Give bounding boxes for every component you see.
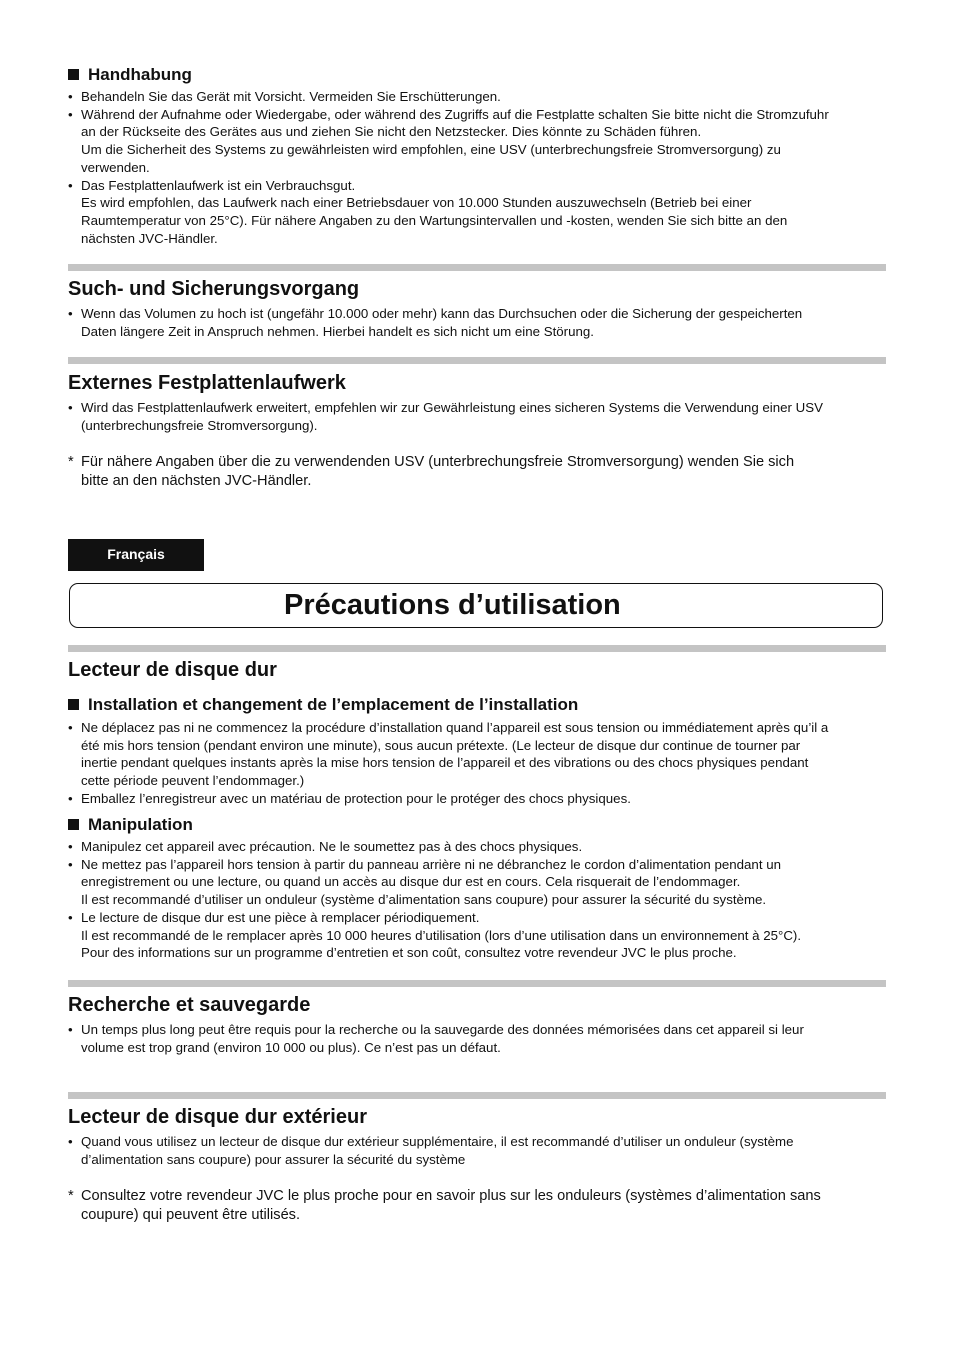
text-line: d’alimentation sans coupure) pour assurer la sécurité du système bbox=[81, 1151, 466, 1167]
list-item bbox=[68, 838, 886, 856]
text-line: Manipulez cet appareil avec précaution. Ne le soumettez pas à des chocs physiques. bbox=[81, 839, 583, 854]
bullet-icon: • bbox=[68, 790, 73, 806]
list-item bbox=[68, 305, 886, 340]
list-item bbox=[68, 1021, 886, 1056]
text-line: nächsten JVC-Händler. bbox=[81, 230, 218, 246]
list-item bbox=[68, 1133, 886, 1168]
note-exterieur bbox=[68, 1187, 886, 1225]
text-line: Das Festplattenlaufwerk ist ein Verbrauchsgut. bbox=[81, 177, 356, 193]
text-line: Un temps plus long peut être requis pour la recherche ou la sauvegarde des données mémorisées dans cet appareil si leur bbox=[81, 1022, 804, 1037]
text-line: coupure) qui peuvent être utilisés. bbox=[81, 1207, 301, 1223]
section-divider bbox=[68, 357, 886, 364]
text-line: Daten längere Zeit in Anspruch nehmen. Hierbei handelt es sich nicht um eine Störung. bbox=[81, 323, 594, 339]
text-line: été mis hors tension (pendant environ une minute), sous aucun prétexte. (Le lecteur de disque dur continue de tourner par bbox=[81, 737, 801, 753]
bullet-icon: • bbox=[68, 839, 73, 854]
text-line: volume est trop grand (environ 10 000 ou plus). Ce n’est pas un défaut. bbox=[81, 1039, 501, 1055]
heading-manipulation: Manipulation bbox=[68, 815, 193, 835]
text-line: bitte an den nächsten JVC-Händler. bbox=[81, 473, 312, 489]
text-line: Um die Sicherheit des Systems zu gewährleisten wird empfohlen, eine USV (unterbrechungsfreie Stromversorgung) zu bbox=[81, 142, 781, 158]
list-handhabung bbox=[68, 88, 886, 247]
text-line: Quand vous utilisez un lecteur de disque dur extérieur supplémentaire, il est recommandé d’utiliser un onduleur (système bbox=[81, 1134, 794, 1149]
heading-lecteur: Lecteur de disque dur bbox=[68, 659, 277, 681]
text-line: Il est recommandé de le remplacer après 10 000 heures d’utilisation (lors d’une utilisation dans un environnement à 25°C). bbox=[81, 927, 802, 943]
bullet-icon: • bbox=[68, 856, 73, 872]
list-installation bbox=[68, 719, 886, 808]
bullet-icon: • bbox=[68, 306, 73, 321]
text-line: enregistrement ou une lecture, ou quand un accès au disque dur est en cours. Cela risquerait de l’endommager. bbox=[81, 874, 741, 890]
list-recherche bbox=[68, 1021, 886, 1056]
text-line: Es wird empfohlen, das Laufwerk nach einer Betriebsdauer von 10.000 Stunden auszuwechseln (Betrieb bei einer bbox=[81, 195, 752, 211]
text-line: Le lecture de disque dur est une pièce à remplacer périodiquement. bbox=[81, 909, 480, 925]
list-item bbox=[68, 909, 886, 962]
heading-recherche: Recherche et sauvegarde bbox=[68, 994, 311, 1016]
bullet-icon: • bbox=[68, 1134, 73, 1149]
bullet-icon: • bbox=[68, 1022, 73, 1037]
section-divider bbox=[68, 1092, 886, 1099]
note-item bbox=[68, 1187, 886, 1225]
heading-extern: Externes Festplattenlaufwerk bbox=[68, 372, 346, 394]
text-line: Während der Aufnahme oder Wiedergabe, oder während des Zugriffs auf die Festplatte schalten Sie bitte nicht die Stromzufuhr bbox=[81, 106, 829, 122]
section-divider bbox=[68, 980, 886, 987]
text-line: Für nähere Angaben über die zu verwendenden USV (unterbrechungsfreie Stromversorgung) wenden Sie sich bbox=[81, 454, 795, 470]
heading-such: Such- und Sicherungsvorgang bbox=[68, 278, 360, 300]
page-title: Précautions d’utilisation bbox=[284, 589, 621, 621]
list-exterieur bbox=[68, 1133, 886, 1168]
bullet-icon: • bbox=[68, 909, 73, 925]
list-such bbox=[68, 305, 886, 340]
list-extern bbox=[68, 399, 886, 434]
note-extern bbox=[68, 453, 886, 491]
square-bullet-icon bbox=[68, 69, 79, 80]
square-bullet-icon bbox=[68, 819, 79, 830]
heading-exterieur: Lecteur de disque dur extérieur bbox=[68, 1106, 367, 1128]
text-line: Ne mettez pas l’appareil hors tension à partir du panneau arrière ni ne débranchez le cordon d’alimentation pendant un bbox=[81, 856, 782, 872]
text-line: (unterbrechungsfreie Stromversorgung). bbox=[81, 417, 318, 433]
text-line: Wenn das Volumen zu hoch ist (ungefähr 10.000 oder mehr) kann das Durchsuchen oder die Sicherung der gespeicherten bbox=[81, 306, 803, 321]
bullet-icon: • bbox=[68, 720, 73, 735]
bullet-icon: • bbox=[68, 400, 73, 415]
text-line: Ne déplacez pas ni ne commencez la procédure d’installation quand l’appareil est sous tension ou immédiatement après qu’il a bbox=[81, 720, 829, 735]
bullet-icon: • bbox=[68, 106, 73, 122]
asterisk-icon: * bbox=[68, 454, 74, 470]
text-line: Behandeln Sie das Gerät mit Vorsicht. Vermeiden Sie Erschütterungen. bbox=[81, 89, 501, 104]
text-line: cette période peuvent l’endommager.) bbox=[81, 773, 305, 789]
bullet-icon: • bbox=[68, 177, 73, 193]
text-line: Il est recommandé d’utiliser un onduleur (système d’alimentation sans coupure) pour assurer la sécurité du système. bbox=[81, 892, 767, 908]
list-item bbox=[68, 856, 886, 909]
asterisk-icon: * bbox=[68, 1188, 74, 1204]
list-manipulation bbox=[68, 838, 886, 962]
heading-handhabung: Handhabung bbox=[68, 65, 192, 85]
section-divider bbox=[68, 264, 886, 271]
text-line: an der Rückseite des Gerätes aus und ziehen Sie nicht den Netzstecker. Dies könnte zu Schäden führen. bbox=[81, 124, 702, 140]
list-item bbox=[68, 790, 886, 808]
text-line: inertie pendant quelques instants après la mise hors tension de l’appareil et des vibrations ou des chocs physiques pendant bbox=[81, 755, 809, 771]
list-item bbox=[68, 719, 886, 790]
list-item bbox=[68, 88, 886, 106]
heading-installation: Installation et changement de l’emplacement de l’installation bbox=[68, 695, 578, 715]
text-line: Raumtemperatur von 25°C). Für nähere Angaben zu den Wartungsintervallen und -kosten, wenden Sie sich bitte an den bbox=[81, 212, 788, 228]
text-line: Emballez l’enregistreur avec un matériau de protection pour le protéger des chocs physiques. bbox=[81, 790, 631, 806]
list-item bbox=[68, 399, 886, 434]
text-line: verwenden. bbox=[81, 159, 150, 175]
text-line: Consultez votre revendeur JVC le plus proche pour en savoir plus sur les onduleurs (systèmes d’alimentation sans bbox=[81, 1188, 821, 1204]
text-line: Pour des informations sur un programme d’entretien et son coût, consultez votre revendeur JVC le plus proche. bbox=[81, 945, 737, 961]
list-item bbox=[68, 106, 886, 177]
square-bullet-icon bbox=[68, 699, 79, 710]
language-tab: Français bbox=[68, 539, 204, 571]
text-line: Wird das Festplattenlaufwerk erweitert, empfehlen wir zur Gewährleistung eines sicheren Systems die Verwendung einer USV bbox=[81, 400, 824, 415]
list-item bbox=[68, 177, 886, 248]
note-item bbox=[68, 453, 886, 491]
section-divider bbox=[68, 645, 886, 652]
bullet-icon: • bbox=[68, 89, 73, 104]
